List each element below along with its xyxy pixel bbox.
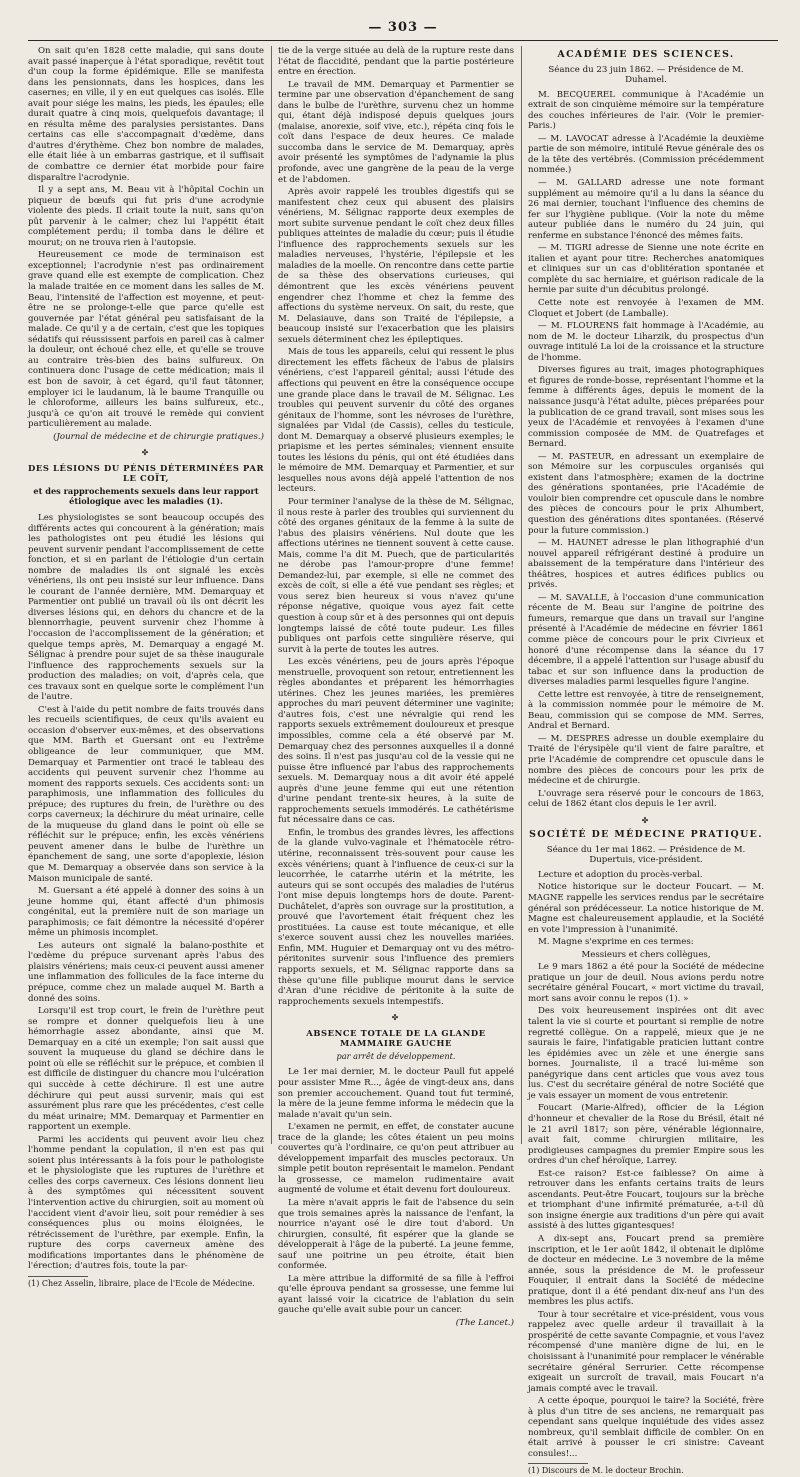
paragraph: L'ouvrage sera réservé pour le concours de 1863, celui de 1862 étant clos depuis le 1er avril.	[528, 788, 764, 810]
paragraph: Le travail de MM. Demarquay et Parmentier se termine par une observation d'épanchement de sang dans le bulbe de l'urèthre, survenu chez un homme qui, étant déjà indisposé depuis quelques jours (malaise, anorexie, soif vive, etc.), répéta cinq fois le coït dans l'espace de deux heures. Ce malade succomba dans le service de M. Demarquay, après avoir présenté les symptômes de l'adynamie la plus profonde, avec une gangrène de la peau de la verge et de l'abdomen.	[278, 79, 514, 185]
paragraph: Diverses figures au trait, images photographiques et figures de ronde-bosse, représentant l'homme et la femme à différents âges, depuis le moment de la naissance jusqu'à l'état adulte, pièces préparées pour la publication de ce grand travail, sont mises sous les yeux de l'Académie et renvoyées à l'examen d'une commission composée de MM. de Quatrefages et Bernard.	[528, 365, 764, 450]
source-citation: (Journal de médecine et de chirurgie pratiques.)	[53, 431, 264, 442]
paragraph: Cette lettre est renvoyée, à titre de renseignement, à la commission nommée pour le mémoire de M. Beau, commission qui se compose de MM. Serres, Andral et Bernard.	[528, 689, 764, 732]
article-title: DES LÉSIONS DU PÉNIS DÉTERMINÉES PAR LE COÏT,	[28, 462, 265, 484]
paragraph: A dix-sept ans, Foucart prend sa première inscription, et le 1er août 1842, il obtenait le diplôme de docteur en médecine. Le 3 novembre de la même année, sous la présidence de M. le professeur Fouquier, il entrait dans la Société de médecine pratique, dont il a été pendant dix-neuf ans l'un des membres les plus actifs.	[528, 1233, 764, 1308]
paragraph: Après avoir rappelé les troubles digestifs qui se manifestent chez ceux qui abusent des plaisirs vénériens, M. Sélignac rapporte deux exemples de mort subite survenue pendant le coït chez deux filles publiques atteintes de maladie du cœur; puis il étudie l'influence des rapprochements sexuels sur les maladies nerveuses, l'hystérie, l'épilepsie et les maladies de la moelle. On rencontre dans cette partie de sa thèse des observations curieuses, qui démontrent que les excès vénériens peuvent engendrer chez l'homme et chez la femme des affections du système nerveux. On sait, du reste, que M. Delasiauve, dans son Traité de l'épilepsie, a beaucoup insisté sur l'exacerbation que les plaisirs sexuels déterminent chez les épileptiques.	[278, 187, 514, 345]
paragraph: Les excès vénériens, peu de jours après l'époque menstruelle, provoquent son retour, entretiennent les règles abondantes et préparent les hémorrhagies utérines. Chez les jeunes mariées, les premières approches du mari peuvent déterminer une vaginite; d'autres fois, c'est une névralgie qui rend les rapports sexuels extrêmement douloureux et presque impossibles, comme cela a été observé par M. Demarquay chez des personnes auxquelles il a donné des soins. Il n'est pas jusqu'au col de la vessie qui ne puisse être influencé par l'abus des rapprochements sexuels. M. Demarquay nous a dit avoir été appelé auprès d'une jeune femme qui eut une rétention d'urine pendant trente-six heures, à la suite de rapprochements sexuels immodérés. Le cathétérisme fut nécessaire dans ce cas.	[278, 657, 514, 826]
paragraph: — M. TIGRI adresse de Sienne une note écrite en italien et ayant pour titre: Recherches anatomiques et cliniques sur un cas d'oblitération spontanée et complète du sac herniaire, et guérison radicale de la hernie par suite d'un décubitus prolongé.	[528, 243, 764, 296]
paragraph: La mère attribue la difformité de sa fille à l'effroi qu'elle éprouva pendant sa grossesse, une femme lui ayant laissé voir la cicatrice de l'ablation du sein gauche qu'elle avait subie pour un cancer.	[278, 1273, 514, 1316]
paragraph: Foucart (Marie-Alfred), officier de la Légion d'honneur et chevalier de la Rose du Brésil, était né le 21 avril 1817; son père, vénérable légionnaire, avait fait, comme chirurgien militaire, les prodigieuses campagnes du premier Empire sous les ordres d'un chef héroïque, Larrey.	[528, 1103, 764, 1167]
footnote-rule	[28, 1276, 88, 1277]
paragraph: Enfin, le trombus des grandes lèvres, les affections de la glande vulvo-vaginale et l'hématocèle rétro-utérine, reconnaissent très-souvent pour cause les excès vénériens; quant à l'influence de ceux-ci sur la leucorrhée, le catarrhe utérin et la métrite, les auteurs qui se sont occupés des maladies de l'utérus l'ont mise depuis longtemps hors de doute. Parent-Duchâtelet, d'après son ouvrage sur la prostitution, a prouvé que l'avortement était fréquent chez les prostituées. La cause est toute mécanique, et elle s'exerce souvent aussi chez les nouvelles mariées. Enfin, MM. Huguier et Demarquay ont vu des métro-péritonites survenir sous l'influence des premiers rapports sexuels, et M. Sélignac rapporte dans sa thèse qu'une fille publique mourut dans le service d'Aran d'une récidive de péritonite à la suite de rapprochements sexuels intempestifs.	[278, 827, 514, 1007]
paragraph: — M. SAVALLE, à l'occasion d'une communication récente de M. Beau sur l'angine de poitrine des fumeurs, remarque que dans un travail sur l'angine présenté à l'Académie de médecine en février 1861 comme pièce de concours pour le prix Civrieux et honoré d'une récompense dans la séance du 17 décembre, il a appelé l'attention sur l'usage abusif du tabac et sur son influence dans la production de diverses maladies parmi lesquelles figure l'angine.	[528, 592, 764, 688]
paragraph: A cette époque, pourquoi le taire? la Société, frère à plus d'un titre de ses anciens, ne remarquait pas cependant sans quelque inquiétude des vides assez nombreux, qu'il semblait difficile de combler. On en était arrivé à pousser le cri sinistre: Caveant consules!...	[528, 1396, 764, 1459]
column-divider	[271, 46, 272, 1144]
column-divider	[521, 46, 522, 1144]
paragraph: — M. FLOURENS fait hommage à l'Académie, au nom de M. le docteur Liharzik, du prospectus d'un ouvrage intitulé La loi de la croissance et la structure de l'homme.	[528, 321, 764, 363]
paragraph: M. Magne s'exprime en ces termes:	[538, 937, 694, 948]
footnote-rule	[528, 1463, 588, 1464]
paragraph: Cette note est renvoyée à l'examen de MM. Cloquet et Jobert (de Lamballe).	[528, 298, 764, 319]
article-separator: ✤	[391, 1013, 401, 1023]
meeting-line: Séance du 1er mai 1862. — Présidence de M. Dupertuis, vice-président.	[546, 844, 746, 866]
paragraph: Parmi les accidents qui peuvent avoir lieu chez l'homme pendant la copulation, il n'en est pas qui soient plus intéressants à la fois pour le pathologiste et le physiologiste que les ruptures de l'urèthre et celles des corps caverneux. Ces lésions donnent lieu à des symptômes qui nécessitent souvent l'intervention active du chirurgien, soit au moment où l'accident vient d'avoir lieu, soit pour remédier à ses conséquences plus ou moins éloignées, le rétrécissement de l'urèthre, par exemple. Enfin, la rupture des corps caverneux amène des modifications importantes dans le phénomène de l'érection; d'autres fois, toute la par-	[28, 1134, 264, 1272]
column-1	[28, 46, 265, 1288]
column-2	[278, 46, 514, 1328]
paragraph: Lecture et adoption du procès-verbal.	[538, 869, 703, 880]
paragraph: Les auteurs ont signalé la balano-posthite et l'œdème du prépuce survenant après l'abus des plaisirs vénériens; mais ceux-ci peuvent aussi amener une inflammation des follicules de la face interne du prépuce, comme chez un malade auquel M. Barth a donné des soins.	[28, 940, 264, 1004]
footnote: (1) Discours de M. le docteur Brochin.	[528, 1466, 684, 1476]
paragraph: — M. PASTEUR, en adressant un exemplaire de son Mémoire sur les corpuscules organisés qui existent dans l'atmosphère; examen de la doctrine des générations spontanées, prie l'Académie de vouloir bien comprendre cet opuscule dans le nombre des pièces de concours pour le prix Alhumbert, question des générations dites spontanées. (Réservé pour la future commission.)	[528, 451, 764, 536]
page-header	[28, 14, 778, 40]
paragraph: Mais de tous les appareils, celui qui ressent le plus directement les effets fâcheux de l'abus de plaisirs vénériens, c'est l'appareil génital; aussi l'étude des affections qui peuvent en être la conséquence occupe une grande place dans le travail de M. Sélignac. Les troubles qui peuvent survenir du côté des organes génitaux de l'homme, sont les névroses de l'urèthre, signalées par Vidal (de Cassis), celles du testicule, dont M. Demarquay a observé plusieurs exemples; le priapisme et les pertes séminales; viennent ensuite toutes les lésions du pénis, qui ont été étudiées dans le mémoire de MM. Demarquay et Parmentier, et sur lesquelles nous avons déjà appelé l'attention de nos lecteurs.	[278, 347, 514, 495]
paragraph: Est-ce raison? Est-ce faiblesse? On aime à retrouver dans les enfants certains traits de leurs ascendants. Peut-être Foucart, toujours sur la brèche et triomphant d'une infirmité prématurée, a-t-il dû son insigne énergie aux traditions d'un père qui avait assisté à des luttes gigantesques!	[528, 1168, 764, 1232]
paragraph: C'est à l'aide du petit nombre de faits trouvés dans les recueils scientifiques, de ceux qu'ils avaient eu occasion d'observer eux-mêmes, et des observations que MM. Barth et Guersant ont eu l'extrême obligeance de leur communiquer, que MM. Demarquay et Parmentier ont tracé le tableau des accidents qui peuvent survenir chez l'homme au moment des rapports sexuels. Ces accidents sont: un paraphimosis, une inflammation des follicules du prépuce; des ruptures du frein, de l'urèthre ou des corps caverneux; la déchirure du méat urinaire, celle de la muqueuse du gland dans le point où elle se réfléchit sur le prépuce; enfin, les excès vénériens peuvent amener dans le bulbe de l'urèthre un épanchement de sang, une sorte d'apoplexie, lésion que M. Demarquay a observée dans son service à la Maison municipale de santé.	[28, 704, 264, 884]
section-title: SOCIÉTÉ DE MÉDECINE PRATIQUE.	[529, 829, 763, 841]
paragraph: Pour terminer l'analyse de la thèse de M. Sélignac, il nous reste à parler des troubles qui surviennent du côté des organes génitaux de la femme à la suite de l'abus des plaisirs vénériens. Nul doute que les affections utérines ne tiennent souvent à cette cause. Mais, comme l'a dit M. Puech, que de particularités ne dérobe pas l'amour-propre d'une femme! Demandez-lui, par exemple, si elle ne commet des excès de coït, si elle a été vue pendant ses règles; et vous serez bien heureux si vous n'avez qu'une réponse négative, quoique vous ayez fait cette question à coup sûr et à des personnes qui ont depuis longtemps laissé de côté toute pudeur. Les filles publiques ont parfois cette singulière réserve, qui survit à la perte de toutes les autres.	[278, 496, 514, 655]
column-3	[528, 46, 765, 1476]
article-title: ABSENCE TOTALE DE LA GLANDE MAMMAIRE GAUCHE	[306, 1027, 486, 1049]
paragraph: On sait qu'en 1828 cette maladie, qui sans doute avait passé inaperçue à l'état sporadique, revêtit tout d'un coup la forme épidémique. Elle se manifesta dans les pensionnats, dans les hospices, dans les casernes; en ville, il y en eut quelques cas isolés. Elle avait pour siége les mains, les pieds, les épaules; elle durait quatre à cinq mois, quelquefois davantage; il en résulta même des paralysies persistantes. Dans certains cas elle s'accompagnait d'œdème, dans d'autres d'érythème. Chez bon nombre de malades, elle était liée à un embarras gastrique, et il suffisait de combattre ce dernier état morbide pour faire disparaître l'acrodynie.	[28, 46, 264, 183]
paragraph: Lorsqu'il est trop court, le frein de l'urèthre peut se rompre et donner quelquefois lieu à une hémorrhagie assez abondante, ainsi que M. Demarquay en a cité un exemple; l'on sait aussi que souvent la muqueuse du gland se déchire dans le point où elle se réfléchit sur le prépuce, et combien il est difficile de distinguer du chancre mou l'ulcération qui succède à cette déchirure. Il est une autre déchirure qui peut aussi survenir, mais qui est assurément plus rare que les précédentes, c'est celle du méat urinaire; MM. Demarquay et Parmentier en rapportent un exemple.	[28, 1006, 264, 1133]
paragraph: — M. DESPRES adresse un double exemplaire du Traité de l'érysipèle qu'il vient de faire paraître, et prie l'Académie de comprendre cet opuscule dans le nombre des pièces de concours pour les prix de médecine et de chirurgie.	[528, 733, 764, 787]
paragraph: — M. LAVOCAT adresse à l'Académie la deuxième partie de son mémoire, intitulé Revue générale des os de la tête des vertébrés. (Commission précédemment nommée.)	[528, 133, 765, 176]
paragraph: tie de la verge située au delà de la rupture reste dans l'état de flaccidité, pendant que la partie postérieure entre en érection.	[278, 46, 514, 78]
header-rule	[28, 40, 778, 41]
source-citation: (The Lancet.)	[455, 1317, 514, 1328]
paragraph: — M. GALLARD adresse une note formant supplément au mémoire qu'il a lu dans la séance du 26 mai dernier, touchant l'influence des chemins de fer sur l'hygiène publique. (Voir la note du même auteur publiée dans le numéro du 24 juin, qui renferme en substance l'énoncé des mêmes faits.	[528, 178, 764, 241]
paragraph: Des voix heureusement inspirées ont dit avec talent la vie si courte et pourtant si remplie de notre regretté collègue. On a rappelé, mieux que je ne saurais le faire, l'infatigable praticien luttant contre les épidémies avec un zèle et une énergie sans bornes. Journaliste, il a tracé lui-même son panégyrique dans cent articles que vous avez tous lus. C'est du secrétaire général de notre Société que je vais essayer un moment de vous entretenir.	[528, 1006, 764, 1101]
paragraph: La mère n'avait appris le fait de l'absence du sein que trois semaines après la naissance de l'enfant, la nourrice n'ayant osé le dire tout d'abord. Un chirurgien, consulté, fit espérer que la glande se développerait à l'âge de la puberté. La jeune femme, sauf une poitrine un peu étroite, était bien conformée.	[278, 1197, 514, 1272]
paragraph: Le 1er mai dernier, M. le docteur Paull fut appelé pour assister Mme R..., âgée de vingt-deux ans, dans son premier accouchement. Quand tout fut terminé, la mère de la jeune femme informa le médecin que la malade n'avait qu'un sein.	[278, 1067, 514, 1120]
meeting-line: Séance du 23 juin 1862. — Présidence de M. Duhamel.	[548, 64, 744, 86]
paragraph: Le 9 mars 1862 a été pour la Société de médecine pratique un jour de deuil. Nous avions perdu notre secrétaire général Foucart, « mort victime du travail, mort sans avoir connu le repos (1). »	[528, 962, 764, 1004]
salutation: Messieurs et chers collègues,	[581, 949, 711, 960]
paragraph: Heureusement ce mode de terminaison est exceptionnel; l'acrodynie n'est pas ordinairement grave quand elle est exempte de complication. Chez la malade traitée en ce moment dans les salles de M. Beau, l'intensité de l'affection est moyenne, et peut-être ne se prolonge-t-elle que parce qu'elle est gouvernée par l'état général peu satisfaisant de la malade. Ce qu'il y a de certain, c'est que les topiques sédatifs qui réussissent parfois en pareil cas à calmer la douleur, ont échoué chez elle, et qu'elle se trouve au contraire très-bien des bains sulfureux. On continuera donc l'usage de cette médication; mais il est bon de savoir, à cet égard, qu'il faut tâtonner, employer ici le laudanum, là le baume Tranquille ou le chloroforme, ailleurs les bains sulfureux, etc., jusqu'à ce qu'on ait trouvé le remède qui convient particulièrement au malade.	[28, 250, 264, 430]
paragraph: Il y a sept ans, M. Beau vit à l'hôpital Cochin un piqueur de bœufs qui fut pris d'une acrodynie violente des pieds. Il criait toute la nuit, sans qu'on pût parvenir à le calmer; chez lui l'appétit était complétement perdu; il tomba dans le délire et mourut; on ne trouva rien à l'autopsie.	[28, 185, 264, 248]
section-title: ACADÉMIE DES SCIENCES.	[557, 49, 735, 60]
article-separator: ✤	[641, 815, 651, 825]
paragraph: M. Guersant a été appelé à donner des soins à un jeune homme qui, étant affecté d'un phimosis congénital, eut la première nuit de son mariage un paraphimosis; ce fait démontre la nécessité d'opérer même un phimosis incomplet.	[28, 886, 264, 939]
paragraph: L'examen ne permit, en effet, de constater aucune trace de la glande; les côtes étaient un peu moins couvertes qu'à l'ordinaire, ce qu'on peut attribuer au développement imparfait des muscles pectoraux. Un simple petit bouton représentait le mamelon. Pendant la grossesse, ce mamelon rudimentaire avait augmenté de volume et était devenu fort douloureux.	[278, 1122, 514, 1196]
paragraph: Notice historique sur le docteur Foucart. — M. MAGNE rappelle les services rendus par le secrétaire général son prédécesseur. La notice historique de M. Magne est chaleureusement applaudie, et la Société en vote l'impression à l'unanimité.	[528, 882, 764, 935]
page-number: — 303 —	[368, 19, 438, 35]
paragraph: Tour à tour secrétaire et vice-président, vous vous rappelez avec quelle ardeur il travaillait à la prospérité de cette savante Compagnie, et vous l'avez récompensé d'une manière digne de lui, en le choisissant à l'unanimité pour remplacer le vénérable secrétaire général Serrurier. Cette récompense exigeait un surcroît de travail, mais Foucart n'a jamais compté avec le travail.	[528, 1309, 764, 1394]
paragraph: — M. HAUNET adresse le plan lithographié d'un nouvel appareil réfrigérant destiné à produire un abaissement de la température dans l'intérieur des théâtres, hospices et autres édifices publics ou privés.	[528, 538, 764, 591]
article-separator: ✤	[141, 448, 151, 458]
footnote: (1) Chez Asselin, libraire, place de l'Ecole de Médecine.	[28, 1278, 255, 1288]
article-subtitle: par arrêt de développement.	[336, 1050, 456, 1061]
article-subtitle: et des rapprochements sexuels dans leur rapport étiologique avec les maladies (1).	[33, 485, 259, 507]
paragraph: M. BECQUEREL communique à l'Académie un extrait de son cinquième mémoire sur la température des couches inférieures de l'air. (Voir le premier-Paris.)	[528, 89, 764, 132]
paragraph: Les physiologistes se sont beaucoup occupés des différents actes qui concourent à la génération; mais les pathologistes ont peu étudié les lésions qui peuvent survenir pendant l'accomplissement de cette fonction, et si en parlant de l'étiologie d'un certain nombre de maladies ils ont signalé les excès vénériens, ils ont peu insisté sur leur influence. Dans le courant de l'année dernière, MM. Demarquay et Parmentier ont publié un travail où ils ont décrit les diverses lésions qui, en dehors du chancre et de la blennorrhagie, peuvent survenir chez l'homme à l'occasion de l'accomplissement de la génération; et quelque temps après, M. Demarquay a engagé M. Sélignac à prendre pour sujet de sa thèse inaugurale l'influence des rapprochements sexuels sur la production des maladies; on voit, d'après cela, que ces travaux sont en quelque sorte le complément l'un de l'autre.	[28, 512, 264, 703]
